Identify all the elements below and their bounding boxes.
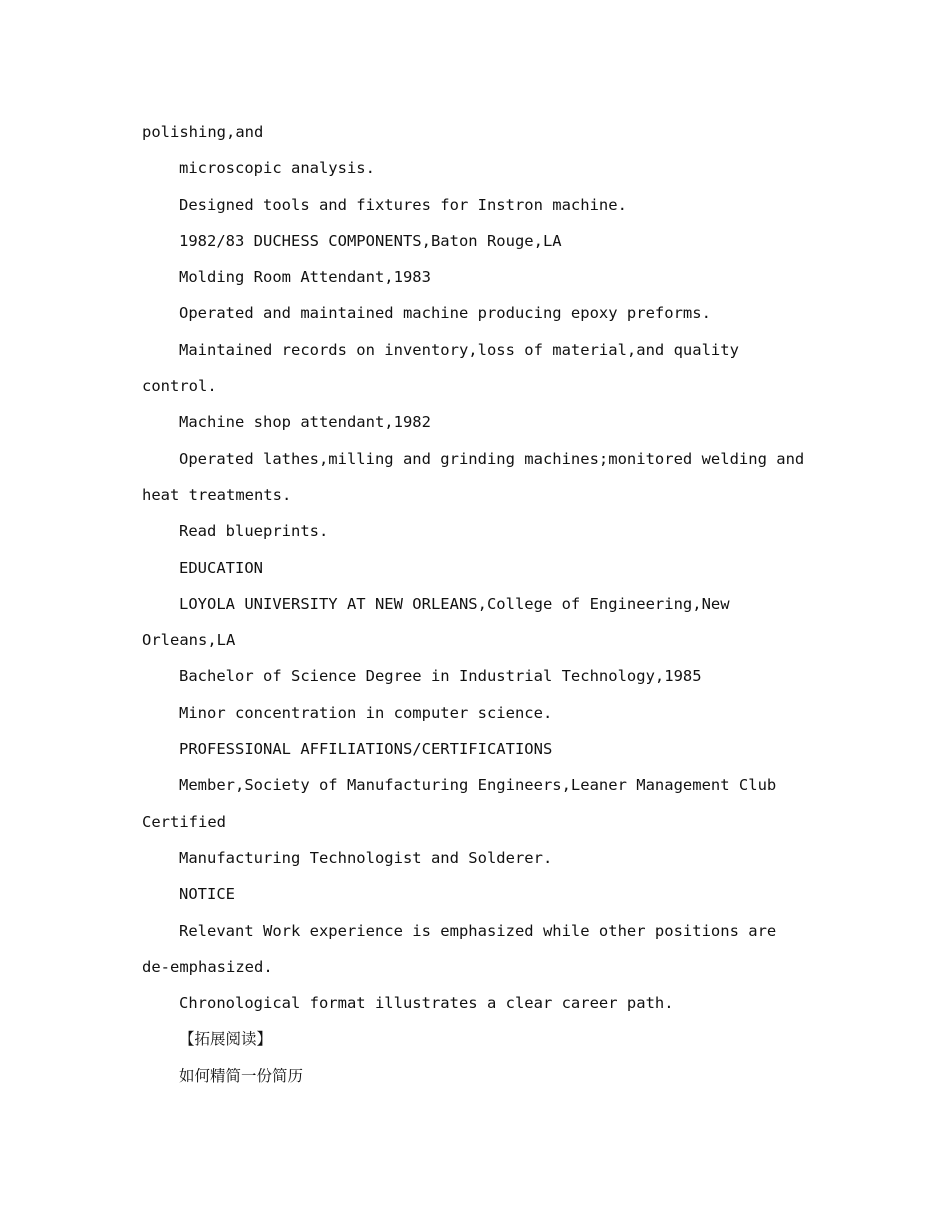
- text-line: Operated lathes,milling and grinding machines;monitored welding and: [179, 449, 805, 468]
- text-line: Minor concentration in computer science.: [179, 703, 553, 722]
- section-heading-affiliations: PROFESSIONAL AFFILIATIONS/CERTIFICATIONS: [179, 740, 553, 759]
- text-line: Certified: [142, 812, 226, 831]
- job-title: Machine shop attendant,1982: [179, 413, 431, 432]
- job-title: Molding Room Attendant,1983: [179, 268, 431, 287]
- text-line: Orleans,LA: [142, 631, 236, 650]
- text-line: Bachelor of Science Degree in Industrial Technology,1985: [179, 667, 702, 686]
- text-line: polishing,and: [142, 123, 264, 141]
- text-line: Read blueprints.: [179, 522, 329, 541]
- document-body: [142, 114, 822, 1094]
- text-line: Relevant Work experience is emphasized while other positions are: [179, 921, 777, 940]
- text-line: microscopic analysis.: [179, 159, 375, 178]
- text-line: Maintained records on inventory,loss of material,and quality: [179, 340, 739, 359]
- employer-heading: 1982/83 DUCHESS COMPONENTS,Baton Rouge,LA: [179, 231, 562, 250]
- text-line: de-emphasized.: [142, 957, 273, 976]
- text-line: Manufacturing Technologist and Solderer.: [179, 848, 553, 867]
- text-line: Member,Society of Manufacturing Engineers,Leaner Management Club: [179, 776, 777, 795]
- extended-reading-heading: 【拓展阅读】: [179, 1030, 273, 1049]
- section-heading-education: EDUCATION: [179, 558, 263, 577]
- section-heading-notice: NOTICE: [179, 885, 235, 904]
- text-line: LOYOLA UNIVERSITY AT NEW ORLEANS,College of Engineering,New: [179, 594, 730, 613]
- extended-reading-title: 如何精简一份简历: [179, 1066, 304, 1085]
- text-line: Operated and maintained machine producing epoxy preforms.: [179, 304, 711, 323]
- text-line: Chronological format illustrates a clear career path.: [179, 994, 674, 1013]
- text-line: heat treatments.: [142, 485, 292, 504]
- text-line: control.: [142, 377, 217, 396]
- text-line: Designed tools and fixtures for Instron machine.: [179, 195, 627, 214]
